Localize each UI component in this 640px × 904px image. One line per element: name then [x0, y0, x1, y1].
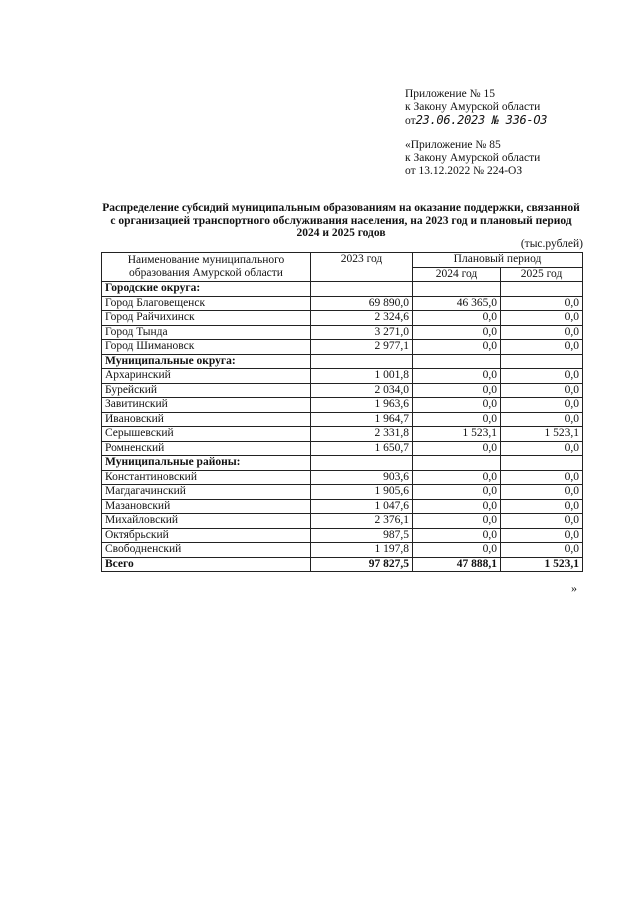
table-row: [102, 325, 583, 340]
section-header-row: [102, 282, 583, 297]
header-2024: 2024 год: [413, 267, 501, 282]
value-2024: 46 365,0: [413, 296, 501, 311]
document-title: Распределение субсидий муниципальным образованиям на оказание поддержки, связанной с организацией транспортного обслуживания населения, на 2023 год и плановый период 2024 и 2025 годов: [102, 202, 580, 239]
municipality-name: Город Тында: [102, 325, 311, 340]
appendix-85-law: к Закону Амурской области: [405, 152, 541, 164]
value-2023: 1 650,7: [311, 441, 413, 456]
empty-cell: [501, 282, 583, 297]
value-2023: 1 963,6: [311, 398, 413, 413]
municipality-name: Магдагачинский: [102, 485, 311, 500]
municipality-name: Завитинский: [102, 398, 311, 413]
total-row: [102, 557, 583, 572]
value-2025: 0,0: [501, 398, 583, 413]
header-name-column: Наименование муниципального образования Амурской области: [102, 253, 311, 282]
table-row: [102, 340, 583, 355]
section-title: Муниципальные округа:: [102, 354, 311, 369]
empty-cell: [413, 456, 501, 471]
value-2023: 2 376,1: [311, 514, 413, 529]
header-planned-period: Плановый период: [413, 253, 583, 268]
value-2023: 2 331,8: [311, 427, 413, 442]
value-2025: 0,0: [501, 311, 583, 326]
value-2023: 2 977,1: [311, 340, 413, 355]
value-2024: 0,0: [413, 441, 501, 456]
municipality-name: Город Райчихинск: [102, 311, 311, 326]
value-2025: 0,0: [501, 325, 583, 340]
value-2024: 0,0: [413, 369, 501, 384]
value-2025: 0,0: [501, 528, 583, 543]
value-2025: 0,0: [501, 485, 583, 500]
appendix-85-number: «Приложение № 85: [405, 139, 501, 151]
table-row: [102, 383, 583, 398]
empty-cell: [311, 354, 413, 369]
municipality-name: Мазановский: [102, 499, 311, 514]
table-row: [102, 485, 583, 500]
appendix-15-law: к Закону Амурской области: [405, 101, 541, 113]
section-header-row: [102, 456, 583, 471]
empty-cell: [501, 456, 583, 471]
appendix-15-date-line: [405, 114, 547, 128]
value-2024: 0,0: [413, 398, 501, 413]
value-2024: 0,0: [413, 325, 501, 340]
value-2025: 0,0: [501, 340, 583, 355]
total-2023: 97 827,5: [311, 557, 413, 572]
value-2023: 903,6: [311, 470, 413, 485]
value-2023: 1 197,8: [311, 543, 413, 558]
table-row: [102, 296, 583, 311]
total-2025: 1 523,1: [501, 557, 583, 572]
value-2024: 0,0: [413, 514, 501, 529]
municipality-name: Ромненский: [102, 441, 311, 456]
value-2024: 0,0: [413, 412, 501, 427]
table-row: [102, 499, 583, 514]
value-2023: 69 890,0: [311, 296, 413, 311]
table-header-row: [102, 253, 583, 268]
municipality-name: Михайловский: [102, 514, 311, 529]
empty-cell: [501, 354, 583, 369]
table-row: [102, 528, 583, 543]
value-2025: 0,0: [501, 543, 583, 558]
municipality-name: Город Благовещенск: [102, 296, 311, 311]
municipality-name: Город Шимановск: [102, 340, 311, 355]
value-2024: 0,0: [413, 311, 501, 326]
appendix-15-handwritten-date: 23.06.2023 № 336-ОЗ: [415, 113, 548, 127]
value-2024: 0,0: [413, 340, 501, 355]
total-2024: 47 888,1: [413, 557, 501, 572]
table-row: [102, 514, 583, 529]
value-2025: 0,0: [501, 296, 583, 311]
value-2024: 1 523,1: [413, 427, 501, 442]
value-2023: 2 034,0: [311, 383, 413, 398]
empty-cell: [413, 282, 501, 297]
table-row: [102, 470, 583, 485]
value-2024: 0,0: [413, 485, 501, 500]
value-2023: 1 905,6: [311, 485, 413, 500]
value-2025: 0,0: [501, 369, 583, 384]
section-header-row: [102, 354, 583, 369]
municipality-name: Константиновский: [102, 470, 311, 485]
value-2023: 2 324,6: [311, 311, 413, 326]
total-label: Всего: [102, 557, 311, 572]
value-2025: 0,0: [501, 499, 583, 514]
value-2023: 987,5: [311, 528, 413, 543]
municipality-name: Ивановский: [102, 412, 311, 427]
value-2024: 0,0: [413, 499, 501, 514]
empty-cell: [413, 354, 501, 369]
value-2025: 0,0: [501, 514, 583, 529]
value-2025: 0,0: [501, 470, 583, 485]
municipality-name: Бурейский: [102, 383, 311, 398]
subsidy-table: [101, 252, 583, 572]
section-title: Городские округа:: [102, 282, 311, 297]
value-2024: 0,0: [413, 470, 501, 485]
section-title: Муниципальные районы:: [102, 456, 311, 471]
table-row: [102, 311, 583, 326]
units-label: (тыс.рублей): [520, 238, 583, 250]
value-2025: 1 523,1: [501, 427, 583, 442]
header-2023: 2023 год: [311, 253, 413, 282]
municipality-name: Октябрьский: [102, 528, 311, 543]
appendix-85-date: от 13.12.2022 № 224-ОЗ: [405, 165, 523, 177]
value-2025: 0,0: [501, 441, 583, 456]
closing-quote: »: [571, 581, 577, 595]
table-row: [102, 369, 583, 384]
value-2024: 0,0: [413, 383, 501, 398]
header-2025: 2025 год: [501, 267, 583, 282]
value-2024: 0,0: [413, 528, 501, 543]
table-row: [102, 398, 583, 413]
appendix-15-block: [405, 88, 547, 128]
table-row: [102, 427, 583, 442]
value-2025: 0,0: [501, 383, 583, 398]
value-2023: 1 964,7: [311, 412, 413, 427]
table-row: [102, 441, 583, 456]
municipality-name: Архаринский: [102, 369, 311, 384]
appendix-15-date-prefix: от: [405, 115, 416, 127]
municipality-name: Серышевский: [102, 427, 311, 442]
value-2023: 3 271,0: [311, 325, 413, 340]
appendix-85-block: [405, 139, 540, 178]
empty-cell: [311, 456, 413, 471]
value-2025: 0,0: [501, 412, 583, 427]
empty-cell: [311, 282, 413, 297]
value-2023: 1 001,8: [311, 369, 413, 384]
value-2024: 0,0: [413, 543, 501, 558]
municipality-name: Свободненский: [102, 543, 311, 558]
table-row: [102, 543, 583, 558]
value-2023: 1 047,6: [311, 499, 413, 514]
appendix-15-number: Приложение № 15: [405, 88, 495, 100]
table-row: [102, 412, 583, 427]
